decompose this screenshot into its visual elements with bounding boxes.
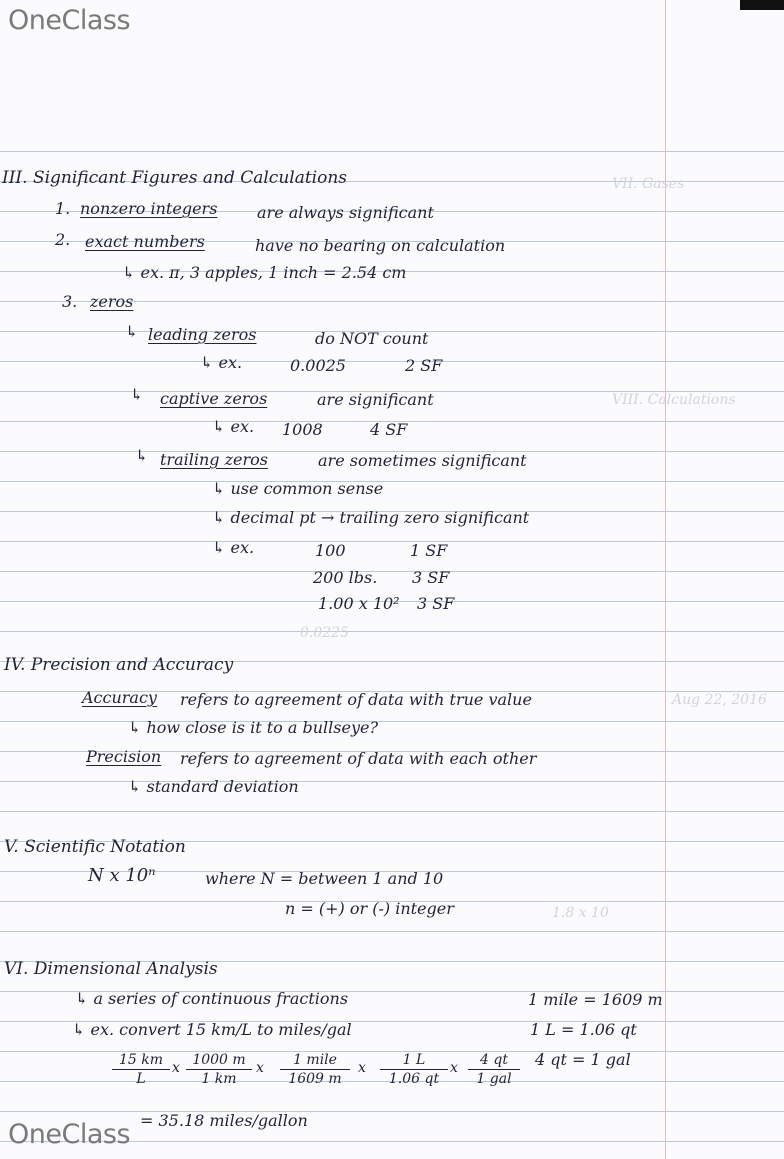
result: = 35.18 miles/gallon [140,1111,308,1130]
note-text: ↳ how close is it to a bullseye? [128,718,379,737]
example-sf: 2 SF [405,356,443,375]
fraction-denominator: 1 gal [476,1071,512,1087]
fraction [468,1052,520,1087]
note-text: n = (+) or (-) integer [285,899,454,918]
bleed-text: 1.8 x 10 [552,905,609,921]
note-text: ↳ ex. [212,417,255,436]
fraction-denominator: 1.06 qt [388,1071,440,1087]
note-text: ↳ use common sense [212,479,384,498]
section-heading: III. Significant Figures and Calculations [2,168,348,188]
term: zeros [90,292,134,311]
fraction-numerator: 15 km [112,1052,170,1070]
bleed-text: VII. Gases [612,176,685,192]
note-text: are significant [317,390,434,409]
term: leading zeros [148,325,257,344]
logo-text: OneClass [8,1119,131,1150]
oneclass-logo [8,5,130,36]
scan-edge [740,0,784,10]
fraction-denominator: L [136,1071,146,1087]
note-text: are always significant [257,203,434,222]
list-number: 3. [62,292,78,311]
note-text: ↳ ex. convert 15 km/L to miles/gal [72,1020,352,1039]
note-text: refers to agreement of data with true value [180,690,532,709]
times-sign: x [256,1060,264,1076]
term: nonzero integers [80,199,218,218]
arrow: ↳ [125,322,139,341]
fraction-numerator: 1 L [380,1052,448,1070]
note-text: refers to agreement of data with each other [180,749,537,768]
oneclass-logo [8,1119,130,1150]
fraction-numerator: 4 qt [468,1052,520,1070]
times-sign: x [358,1060,366,1076]
section-heading: IV. Precision and Accuracy [4,655,234,675]
times-sign: x [172,1060,180,1076]
example-value: 1.00 x 10² [318,594,400,613]
fraction-numerator: 1000 m [186,1052,252,1070]
logo-text: OneClass [8,5,131,36]
example-value: 0.0025 [290,356,346,375]
term: exact numbers [85,232,205,251]
fraction-denominator: 1609 m [288,1071,342,1087]
bleed-text: Aug 22, 2016 [672,692,767,708]
list-number: 2. [55,230,71,249]
note-text: ↳ ex. [212,538,255,557]
margin-line [665,0,666,1159]
bleed-text: VIII. Calculations [612,392,736,408]
fraction [280,1052,350,1087]
note-text: ↳ decimal pt → trailing zero significant [212,508,530,527]
term: Precision [86,747,162,766]
fraction [112,1052,170,1087]
fraction [380,1052,448,1087]
fraction-numerator: 1 mile [280,1052,350,1070]
fraction-denominator: 1 km [201,1071,237,1087]
term: captive zeros [160,389,268,408]
note-text: ↳ ex. π, 3 apples, 1 inch = 2.54 cm [122,263,407,282]
example-value: 200 lbs. [313,568,378,587]
arrow: ↳ [130,385,144,404]
term: trailing zeros [160,450,268,469]
arrow: ↳ [135,446,149,465]
fraction [186,1052,252,1087]
section-heading: V. Scientific Notation [4,837,186,857]
conversion: 4 qt = 1 gal [535,1050,631,1069]
note-text: ↳ ex. [200,353,243,372]
example-value: 1008 [282,420,323,439]
conversion: 1 L = 1.06 qt [530,1020,637,1039]
example-sf: 1 SF [410,541,448,560]
term: Accuracy [82,688,157,707]
times-sign: x [450,1060,458,1076]
section-heading: VI. Dimensional Analysis [4,959,218,979]
formula: N x 10ⁿ [88,865,156,886]
note-text: do NOT count [315,329,429,348]
bleed-text: 0.0225 [300,625,349,641]
example-sf: 3 SF [412,568,450,587]
example-sf: 4 SF [370,420,408,439]
example-value: 100 [315,541,346,560]
note-text: where N = between 1 and 10 [205,869,444,888]
list-number: 1. [55,199,71,218]
note-text: ↳ a series of continuous fractions [75,989,349,1008]
note-text: have no bearing on calculation [255,236,506,255]
note-text: are sometimes significant [318,451,527,470]
example-sf: 3 SF [417,594,455,613]
note-text: ↳ standard deviation [128,777,299,796]
conversion: 1 mile = 1609 m [528,990,663,1009]
